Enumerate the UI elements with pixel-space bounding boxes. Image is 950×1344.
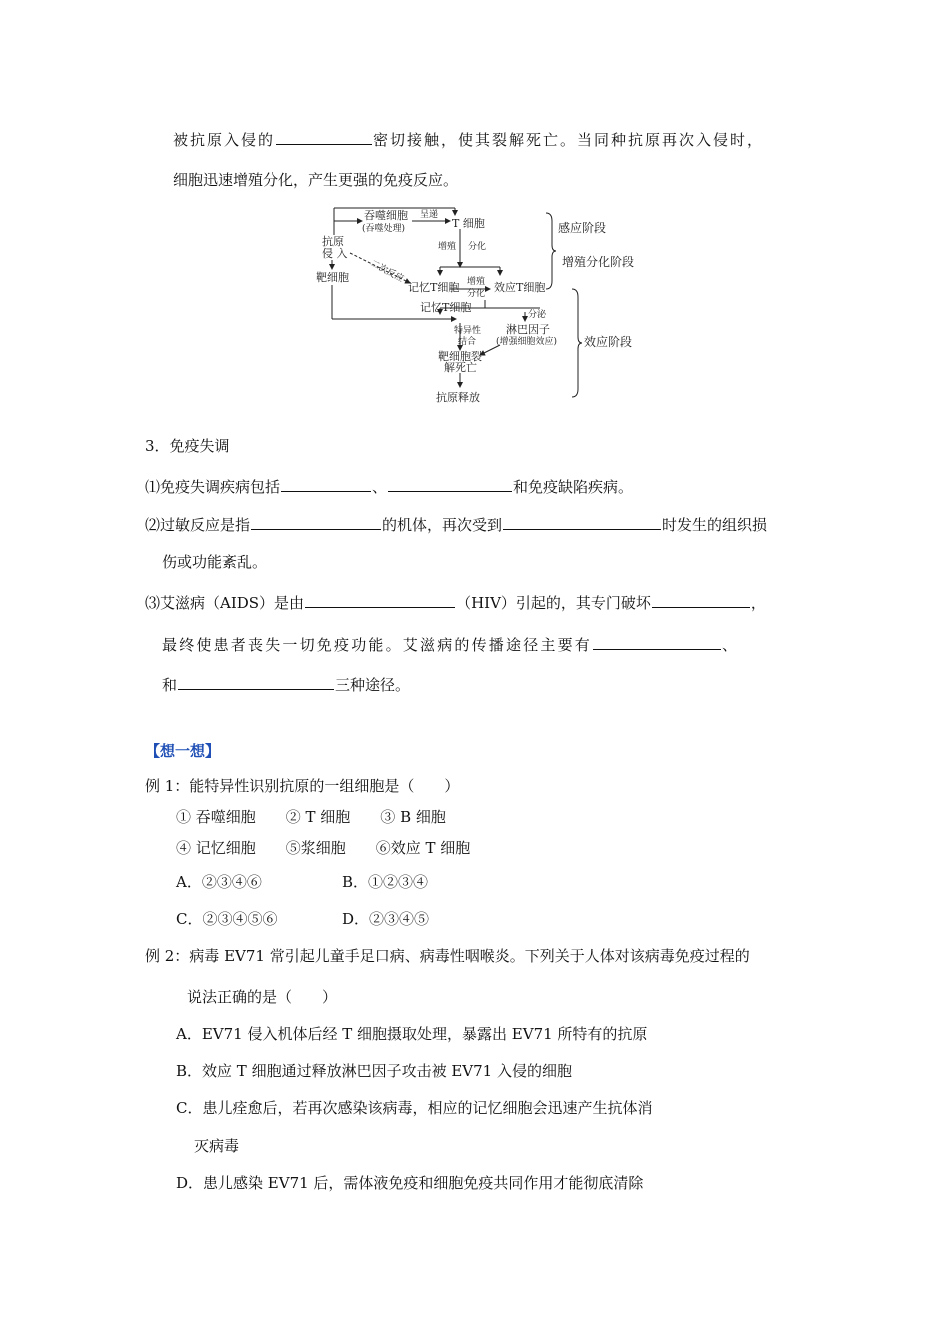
question-line bbox=[145, 475, 633, 497]
prolif-label: 增殖 bbox=[467, 277, 486, 287]
death-label: 解死亡 bbox=[444, 361, 477, 374]
question-line bbox=[162, 673, 410, 695]
differentiate-label: 分化 bbox=[468, 242, 487, 252]
lymphokine-sub-label: (增强细胞效应) bbox=[496, 337, 558, 347]
memory-t-label-2: 记忆T细胞 bbox=[420, 301, 472, 314]
paragraph-line bbox=[173, 128, 764, 150]
text-segment: 的机体，再次受到 bbox=[382, 516, 503, 534]
text-segment: ⑶艾滋病（AIDS）是由 bbox=[145, 594, 305, 612]
stage-effect-label: 效应阶段 bbox=[584, 335, 633, 349]
answer-blank[interactable] bbox=[281, 475, 371, 492]
question-line: 伤或功能紊乱。 bbox=[162, 553, 268, 571]
text-segment: 密切接触，使其裂解死亡。当同种抗原再次入侵时， bbox=[373, 131, 765, 149]
answer-blank[interactable] bbox=[251, 513, 381, 530]
text-segment: ⑵过敏反应是指 bbox=[145, 516, 251, 534]
question-line bbox=[162, 633, 739, 655]
example-1-items: ① 吞噬细胞 ② T 细胞 ③ B 细胞 bbox=[176, 808, 446, 826]
question-line bbox=[145, 591, 766, 613]
option-c-continued: 灭病毒 bbox=[194, 1137, 240, 1155]
secrete-label: 分泌 bbox=[528, 310, 547, 320]
option-b[interactable]: B．效应 T 细胞通过释放淋巴因子攻击被 EV71 入侵的细胞 bbox=[176, 1062, 572, 1080]
option-a[interactable]: A．②③④⑥ bbox=[176, 873, 262, 891]
option-c[interactable]: C．②③④⑤⑥ bbox=[176, 910, 278, 928]
example-1-items: ④ 记忆细胞 ⑤浆细胞 ⑥效应 T 细胞 bbox=[176, 839, 471, 857]
diff-label: 分化 bbox=[467, 289, 486, 299]
section-title: 3．免疫失调 bbox=[145, 437, 230, 455]
text-segment: 、 bbox=[372, 478, 388, 496]
text-segment: 、 bbox=[722, 636, 740, 654]
text-segment: 被抗原入侵的 bbox=[173, 131, 276, 149]
example-2-question: 说法正确的是（ ） bbox=[187, 988, 338, 1006]
answer-blank[interactable] bbox=[593, 633, 721, 650]
think-heading: 【想一想】 bbox=[145, 742, 221, 760]
option-b[interactable]: B．①②③④ bbox=[342, 873, 429, 891]
question-line bbox=[145, 513, 767, 535]
memory-t-label: 记忆T细胞 bbox=[408, 281, 460, 294]
text-segment: 和 bbox=[162, 676, 178, 694]
lymphokine-label: 淋巴因子 bbox=[506, 323, 550, 336]
invade-label: 侵 入 bbox=[322, 247, 348, 260]
specific-label: 特异性 bbox=[454, 326, 482, 336]
text-segment: 时发生的组织损 bbox=[662, 516, 768, 534]
answer-blank[interactable] bbox=[652, 591, 750, 608]
t-cell-label: T 细胞 bbox=[452, 217, 485, 230]
answer-blank[interactable] bbox=[388, 475, 512, 492]
lysis-label: 靶细胞裂 bbox=[438, 350, 482, 363]
option-d[interactable]: D．②③④⑤ bbox=[342, 910, 430, 928]
option-d[interactable]: D．患儿感染 EV71 后，需体液免疫和细胞免疫共同作用才能彻底清除 bbox=[176, 1174, 644, 1192]
cell-immunity-diagram bbox=[310, 205, 650, 410]
option-c[interactable]: C．患儿痊愈后，若再次感染该病毒，相应的记忆细胞会迅速产生抗体消 bbox=[176, 1099, 653, 1117]
text-segment: ， bbox=[750, 594, 766, 612]
present-label: 呈递 bbox=[420, 210, 439, 220]
answer-blank[interactable] bbox=[178, 673, 334, 690]
phagocyte-label: 吞噬细胞 bbox=[364, 209, 408, 222]
text-segment: 最终使患者丧失一切免疫功能。艾滋病的传播途径主要有 bbox=[162, 636, 593, 654]
target-cell-label: 靶细胞 bbox=[316, 271, 349, 284]
text-segment: 三种途径。 bbox=[335, 676, 411, 694]
text-segment: （HIV）引起的，其专门破坏 bbox=[456, 594, 651, 612]
proliferate-label: 增殖 bbox=[438, 242, 457, 252]
second-reaction-label: 二次反应 bbox=[368, 258, 406, 285]
option-a[interactable]: A．EV71 侵入机体后经 T 细胞摄取处理，暴露出 EV71 所特有的抗原 bbox=[176, 1025, 648, 1043]
binding-label: 结合 bbox=[458, 337, 477, 347]
phagocyte-sub-label: (吞噬处理) bbox=[362, 224, 406, 234]
antigen-label: 抗原 bbox=[322, 235, 344, 248]
stage-induction-label: 感应阶段 bbox=[558, 221, 607, 235]
example-2-question: 例 2：病毒 EV71 常引起儿童手足口病、病毒性咽喉炎。下列关于人体对该病毒免疫过程的 bbox=[145, 947, 750, 965]
answer-blank[interactable] bbox=[305, 591, 455, 608]
text-segment: ⑴免疫失调疾病包括 bbox=[145, 478, 281, 496]
paragraph-line: 细胞迅速增殖分化，产生更强的免疫反应。 bbox=[173, 171, 459, 189]
text-segment: 和免疫缺陷疾病。 bbox=[513, 478, 634, 496]
antigen-release-label: 抗原释放 bbox=[436, 391, 480, 404]
stage-proliferation-label: 增殖分化阶段 bbox=[562, 255, 635, 269]
answer-blank[interactable] bbox=[503, 513, 661, 530]
example-1-question: 例 1：能特异性识别抗原的一组细胞是（ ） bbox=[145, 777, 460, 795]
answer-blank[interactable] bbox=[276, 128, 372, 145]
effector-t-label: 效应T细胞 bbox=[494, 281, 546, 294]
